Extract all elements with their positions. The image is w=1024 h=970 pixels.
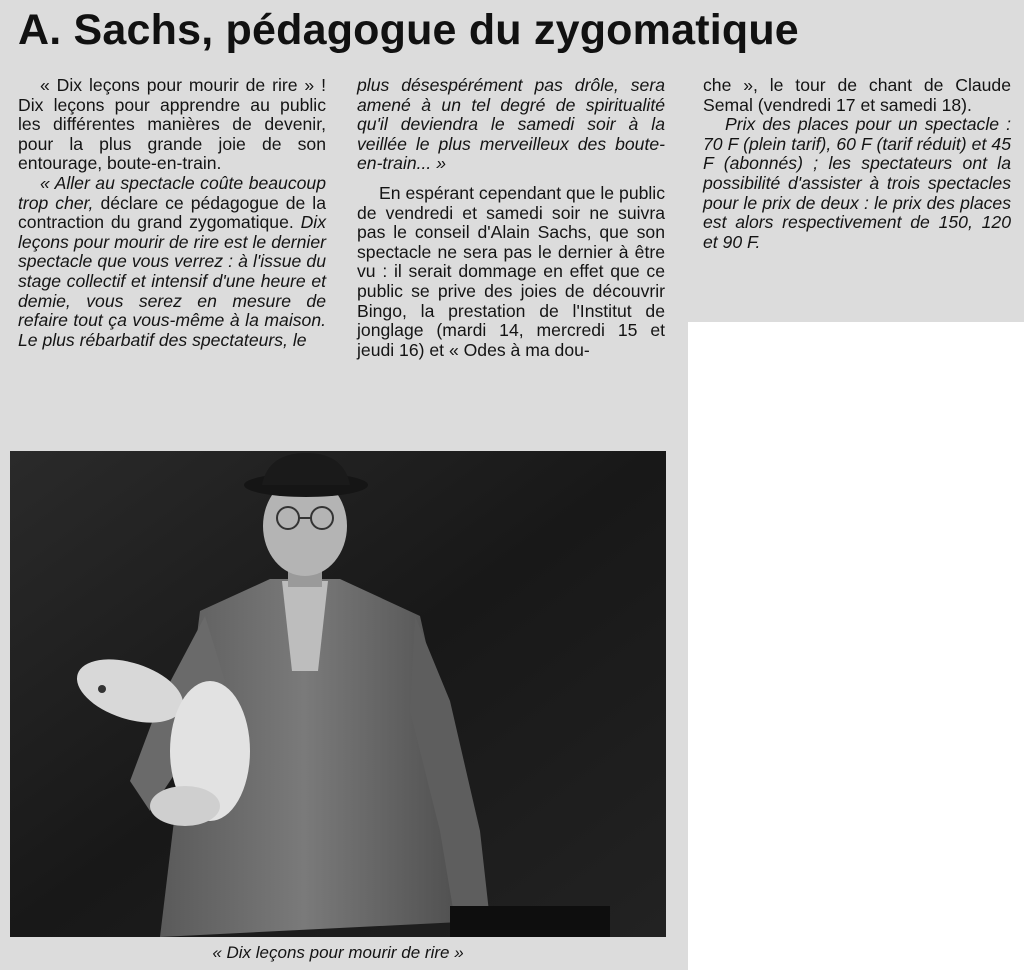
paragraph: che », le tour de chant de Claude Semal (vendredi 17 et samedi 18). xyxy=(703,75,1011,115)
headline: A. Sachs, pédagogue du zygomatique xyxy=(18,6,799,54)
performer-illustration xyxy=(10,451,666,937)
attribution-text: déclare ce pédagogue de la contraction du grand zygomatique. xyxy=(18,192,326,233)
paragraph: En espérant cependant que le public de vendredi et samedi soir ne suivra pas le conseil d'Alain Sachs, que son spectacle ne sera pas le dernier à être vu : il serait dommage en effet que ce public se prive des joies de découvrir Bingo, la prestation de l'Institut de jonglage (mardi 14, mercredi 15 et jeudi 16) et « Odes à ma dou- xyxy=(357,182,665,360)
article-column-3 xyxy=(703,76,1011,252)
photo-caption: « Dix leçons pour mourir de rire » xyxy=(212,943,464,962)
article-column-1 xyxy=(18,76,326,350)
paragraph: plus désespérément pas drôle, sera amené à un tel degré de spiritualité qu'il deviendra le samedi soir à la veillée le plus merveilleux des boute-en-train... » xyxy=(357,75,665,174)
paragraph: « Dix leçons pour mourir de rire » ! Dix leçons pour apprendre au public les différentes manières de devenir, pour la plus grande joie de son entourage, boute-en-train. xyxy=(18,75,326,174)
article-column-2 xyxy=(357,76,665,360)
quote-text: « Aller au spectacle coûte beaucoup trop cher, xyxy=(18,172,326,213)
paragraph xyxy=(18,174,326,350)
paragraph: Prix des places pour un spectacle : 70 F (plein tarif), 60 F (tarif réduit) et 45 F (abonnés) ; les spectateurs ont la possibilité d'assister à trois spectacles pour le prix de deux : le prix des places est alors respectivement de 150, 120 et 90 F. xyxy=(703,114,1011,252)
quote-text: Dix leçons pour mourir de rire est le dernier spectacle que vous verrez : à l'issue du stage collectif et intensif d'une heure et demie, vous serez en mesure de refaire tout ça vous-même à la maison. Le plus rébarbatif des spectateurs, le xyxy=(18,212,326,350)
article-photo xyxy=(10,451,666,937)
